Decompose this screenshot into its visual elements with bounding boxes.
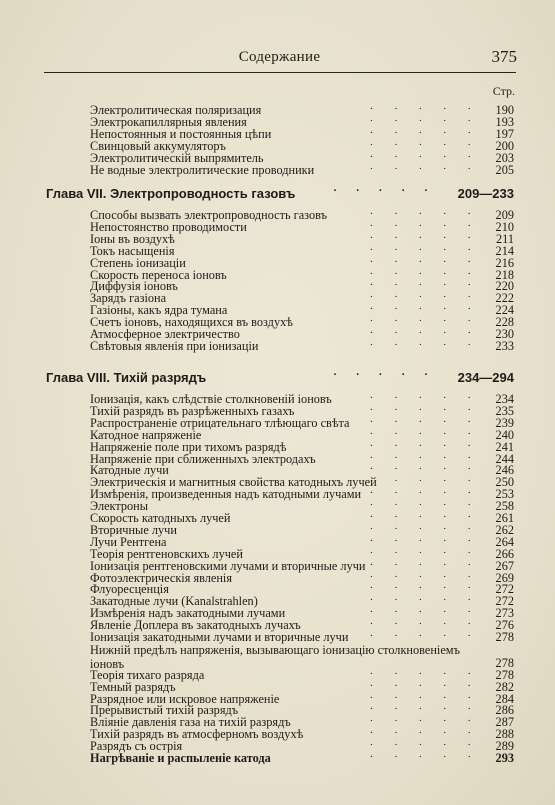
entry-title: Электроны xyxy=(90,499,149,514)
dot-leader: · · · · · xyxy=(369,534,480,547)
entry-title: Разрядъ съ острія xyxy=(90,739,183,754)
dot-leader: · · · · · xyxy=(369,403,480,416)
entry-title: Прерывистый тихій разрядъ xyxy=(90,703,239,718)
chapter-title: Глава VII. Электропроводность газовъ xyxy=(46,186,296,201)
dot-leader: · · · · · xyxy=(369,475,480,488)
entry-page: 286 xyxy=(495,703,514,718)
entry-title: Токъ насыщенія xyxy=(90,243,175,258)
entry-title: Іоны въ воздухѣ xyxy=(90,231,175,246)
dot-leader: · · · · · xyxy=(369,582,480,595)
dot-leader: · · · · · xyxy=(369,392,480,404)
entry-page: 261 xyxy=(495,511,514,525)
dot-leader: · · · · · xyxy=(333,369,436,381)
dot-leader: · · · · · xyxy=(333,185,436,197)
entry-page: 200 xyxy=(495,138,514,153)
dot-leader: · · · · · xyxy=(369,558,480,571)
page-number: 375 xyxy=(491,47,517,66)
chapter-heading xyxy=(46,370,514,386)
dot-leader: · · · · · xyxy=(369,667,480,680)
entry-page: 288 xyxy=(495,727,514,742)
entry-title: Темный разрядъ xyxy=(90,679,176,694)
entry-title: Свинцовый аккумуляторъ xyxy=(90,138,226,153)
dot-leader: · · · · · xyxy=(369,463,480,476)
chapter-page-range: 209—233 xyxy=(457,186,514,201)
entry-page: 203 xyxy=(495,150,514,165)
entry-page: 230 xyxy=(495,327,514,341)
entry-title: Газіоны, какъ ядра тумана xyxy=(90,303,228,318)
dot-leader: · · · · · xyxy=(369,338,480,351)
entry-page: 235 xyxy=(495,403,514,418)
entry-page: 278 xyxy=(495,630,514,644)
dot-leader: · · · · · xyxy=(369,138,480,151)
entry-page: 211 xyxy=(496,231,514,246)
entry-page: 239 xyxy=(495,415,514,430)
entry-title: Катодные лучи xyxy=(90,463,169,478)
dot-leader: · · · · · xyxy=(369,315,480,328)
running-header xyxy=(42,48,517,72)
toc-entry xyxy=(90,164,514,177)
entry-page: 224 xyxy=(495,303,514,318)
dot-leader: · · · · · xyxy=(369,451,480,464)
entry-page: 272 xyxy=(495,594,514,609)
entry-page: 244 xyxy=(495,451,514,466)
entry-page: 289 xyxy=(495,739,514,754)
entry-title: Способы вызвать электропроводность газовъ xyxy=(90,208,327,222)
entry-title: Счетъ іоновъ, находящихся въ воздухѣ xyxy=(90,315,293,330)
dot-leader: · · · · · xyxy=(369,243,480,256)
entry-page: 278 xyxy=(495,655,514,670)
toc-entry xyxy=(90,752,514,765)
entry-page: 278 xyxy=(495,667,514,682)
chapter-heading xyxy=(46,186,514,202)
dot-leader: · · · · · xyxy=(369,219,480,232)
entry-page: 284 xyxy=(495,691,514,706)
entry-page: 246 xyxy=(495,463,514,478)
header-rule xyxy=(44,72,516,73)
entry-page: 205 xyxy=(495,162,514,177)
entry-page: 222 xyxy=(495,291,514,306)
entry-page: 190 xyxy=(495,103,514,117)
chapter-page-range: 234—294 xyxy=(457,370,514,385)
entry-title: Электрическія и магнитныя свойства катодныхъ лучей xyxy=(90,475,377,490)
dot-leader: · · · · · xyxy=(369,231,480,244)
entry-page: 269 xyxy=(495,570,514,585)
entry-title: Вторичные лучи xyxy=(90,522,177,537)
entry-page: 258 xyxy=(495,499,514,514)
entry-page: 234 xyxy=(495,392,514,406)
entry-title: Теорія тихаго разряда xyxy=(90,667,205,682)
dot-leader: · · · · · xyxy=(369,751,480,763)
dot-leader: · · · · · xyxy=(369,727,480,740)
entry-page: 262 xyxy=(495,522,514,537)
page-title: Содержание xyxy=(238,49,321,65)
toc-entry xyxy=(90,340,514,353)
entry-title: Катодное напряженіе xyxy=(90,427,202,442)
entry-title: Іонизація рентгеновскими лучами и вторичные лучи xyxy=(90,558,366,573)
entry-title: Электролитическій выпрямитель xyxy=(90,150,264,165)
dot-leader: · · · · · xyxy=(369,279,480,292)
dot-leader: · · · · · xyxy=(369,570,480,583)
dot-leader: · · · · · xyxy=(369,103,480,115)
entry-title: Измѣренія, произведенныя надъ катодными лучами xyxy=(90,487,362,502)
entry-page: 253 xyxy=(495,487,514,502)
dot-leader: · · · · · xyxy=(369,739,480,752)
entry-page: 233 xyxy=(495,338,514,353)
entry-page: 282 xyxy=(495,679,514,694)
dot-leader: · · · · · xyxy=(369,267,480,280)
dot-leader: · · · · · xyxy=(369,255,480,268)
dot-leader: · · · · · xyxy=(369,150,480,163)
entry-title: Фотоэлектрическія явленія xyxy=(90,570,233,585)
dot-leader: · · · · · xyxy=(369,114,480,127)
entry-page: 210 xyxy=(495,219,514,234)
entry-title: Непостоянство проводимости xyxy=(90,219,247,234)
dot-leader: · · · · · xyxy=(369,511,480,523)
dot-leader: · · · · · xyxy=(369,439,480,452)
entry-title: Теорія рентгеновскихъ лучей xyxy=(90,546,243,561)
entry-page: 273 xyxy=(495,606,514,621)
entry-title: Напряженіе при сближенныхъ электродахъ xyxy=(90,451,316,466)
entry-page: 276 xyxy=(495,618,514,633)
entry-page: 209 xyxy=(495,208,514,222)
dot-leader: · · · · · xyxy=(369,415,480,428)
entry-page: 240 xyxy=(495,427,514,442)
entry-page: 264 xyxy=(495,534,514,549)
dot-leader: · · · · · xyxy=(369,499,480,512)
dot-leader: · · · · · xyxy=(369,630,480,642)
toc-entry xyxy=(90,643,514,671)
entry-title: Флуоресценція xyxy=(90,582,169,597)
entry-page: 216 xyxy=(495,255,514,270)
entry-title: Непостоянныя и постоянныя цѣпи xyxy=(90,126,272,141)
dot-leader: · · · · · xyxy=(369,546,480,559)
page-column-label: Стр. xyxy=(492,84,515,98)
entry-title: Электрокапиллярныя явления xyxy=(90,114,247,129)
dot-leader: · · · · · xyxy=(369,703,480,716)
dot-leader: · · · · · xyxy=(369,618,480,631)
dot-leader: · · · · · xyxy=(369,715,480,728)
dot-leader: · · · · · xyxy=(369,327,480,339)
entry-page: 218 xyxy=(495,267,514,282)
entry-title: Іонизація, какъ слѣдствіе столкновеній іоновъ xyxy=(90,392,332,406)
entry-title: Распространеніе отрицательнаго тлѣющаго свѣта xyxy=(90,415,350,430)
entry-title: Закатодные лучи (Kanalstrahlen) xyxy=(90,594,258,609)
dot-leader: · · · · · xyxy=(369,291,480,304)
entry-title: Іонизація закатодными лучами и вторичные лучи xyxy=(90,630,349,644)
entry-page: 287 xyxy=(495,715,514,730)
entry-page: 220 xyxy=(495,279,514,294)
entry-title: Диффузія іоновъ xyxy=(90,279,178,294)
entry-page: 266 xyxy=(495,546,514,561)
entry-title: Явленіе Доплера въ закатодныхъ лучахъ xyxy=(90,618,301,633)
entry-title: Тихій разрядъ въ атмосферномъ воздухѣ xyxy=(90,727,304,742)
entry-title: Напряженіе поле при тихомъ разрядѣ xyxy=(90,439,287,454)
dot-leader: · · · · · xyxy=(369,162,480,175)
entry-title: Нагрѣваніе и распыленіе катода xyxy=(90,751,271,765)
entry-title: Степень іонизаціи xyxy=(90,255,186,270)
entry-page: 250 xyxy=(495,475,514,490)
dot-leader: · · · · · xyxy=(369,427,480,440)
entry-title: Тихій разрядъ въ разрѣженныхъ газахъ xyxy=(90,403,295,418)
dot-leader: · · · · · xyxy=(369,691,480,704)
entry-title: Лучи Рентгена xyxy=(90,534,167,549)
dot-leader: · · · · · xyxy=(369,522,480,535)
entry-title: Свѣтовыя явленія при іонизаціи xyxy=(90,338,259,353)
dot-leader: · · · · · xyxy=(369,606,480,619)
entry-title: Не водные электролитические проводники xyxy=(90,162,315,177)
dot-leader: · · · · · xyxy=(369,208,480,220)
entry-page: 197 xyxy=(495,126,514,141)
dot-leader: · · · · · xyxy=(369,487,480,500)
entry-title: Атмосферное электричество xyxy=(90,327,240,341)
entry-title: Вліяніе давленія газа на тихій разрядъ xyxy=(90,715,291,730)
entry-title: Скорость переноса іоновъ xyxy=(90,267,227,282)
dot-leader: · · · · · xyxy=(369,126,480,139)
entry-title: Измѣренія надъ закатодными лучами xyxy=(90,606,286,621)
entry-page: 241 xyxy=(495,439,514,454)
entry-title: Электролитическая поляризация xyxy=(90,103,262,117)
entry-title: Зарядъ газіона xyxy=(90,291,167,306)
dot-leader: · · · · · xyxy=(369,679,480,692)
entry-page: 193 xyxy=(495,114,514,129)
entry-title: Скорость катодныхъ лучей xyxy=(90,511,231,525)
chapter-title: Глава VIII. Тихій разрядъ xyxy=(46,370,207,385)
entry-page: 272 xyxy=(495,582,514,597)
entry-title: Разрядное или искровое напряженіе xyxy=(90,691,280,706)
entry-page: 293 xyxy=(495,751,514,765)
entry-page: 267 xyxy=(495,558,514,573)
entry-title: Нижній предѣлъ напряженія, вызывающаго іонизацію столкновеніемъ іоновъ xyxy=(90,642,460,671)
entry-page: 214 xyxy=(495,243,514,258)
dot-leader: · · · · · xyxy=(369,594,480,607)
entry-page: 228 xyxy=(495,315,514,330)
dot-leader: · · · · · xyxy=(369,303,480,316)
